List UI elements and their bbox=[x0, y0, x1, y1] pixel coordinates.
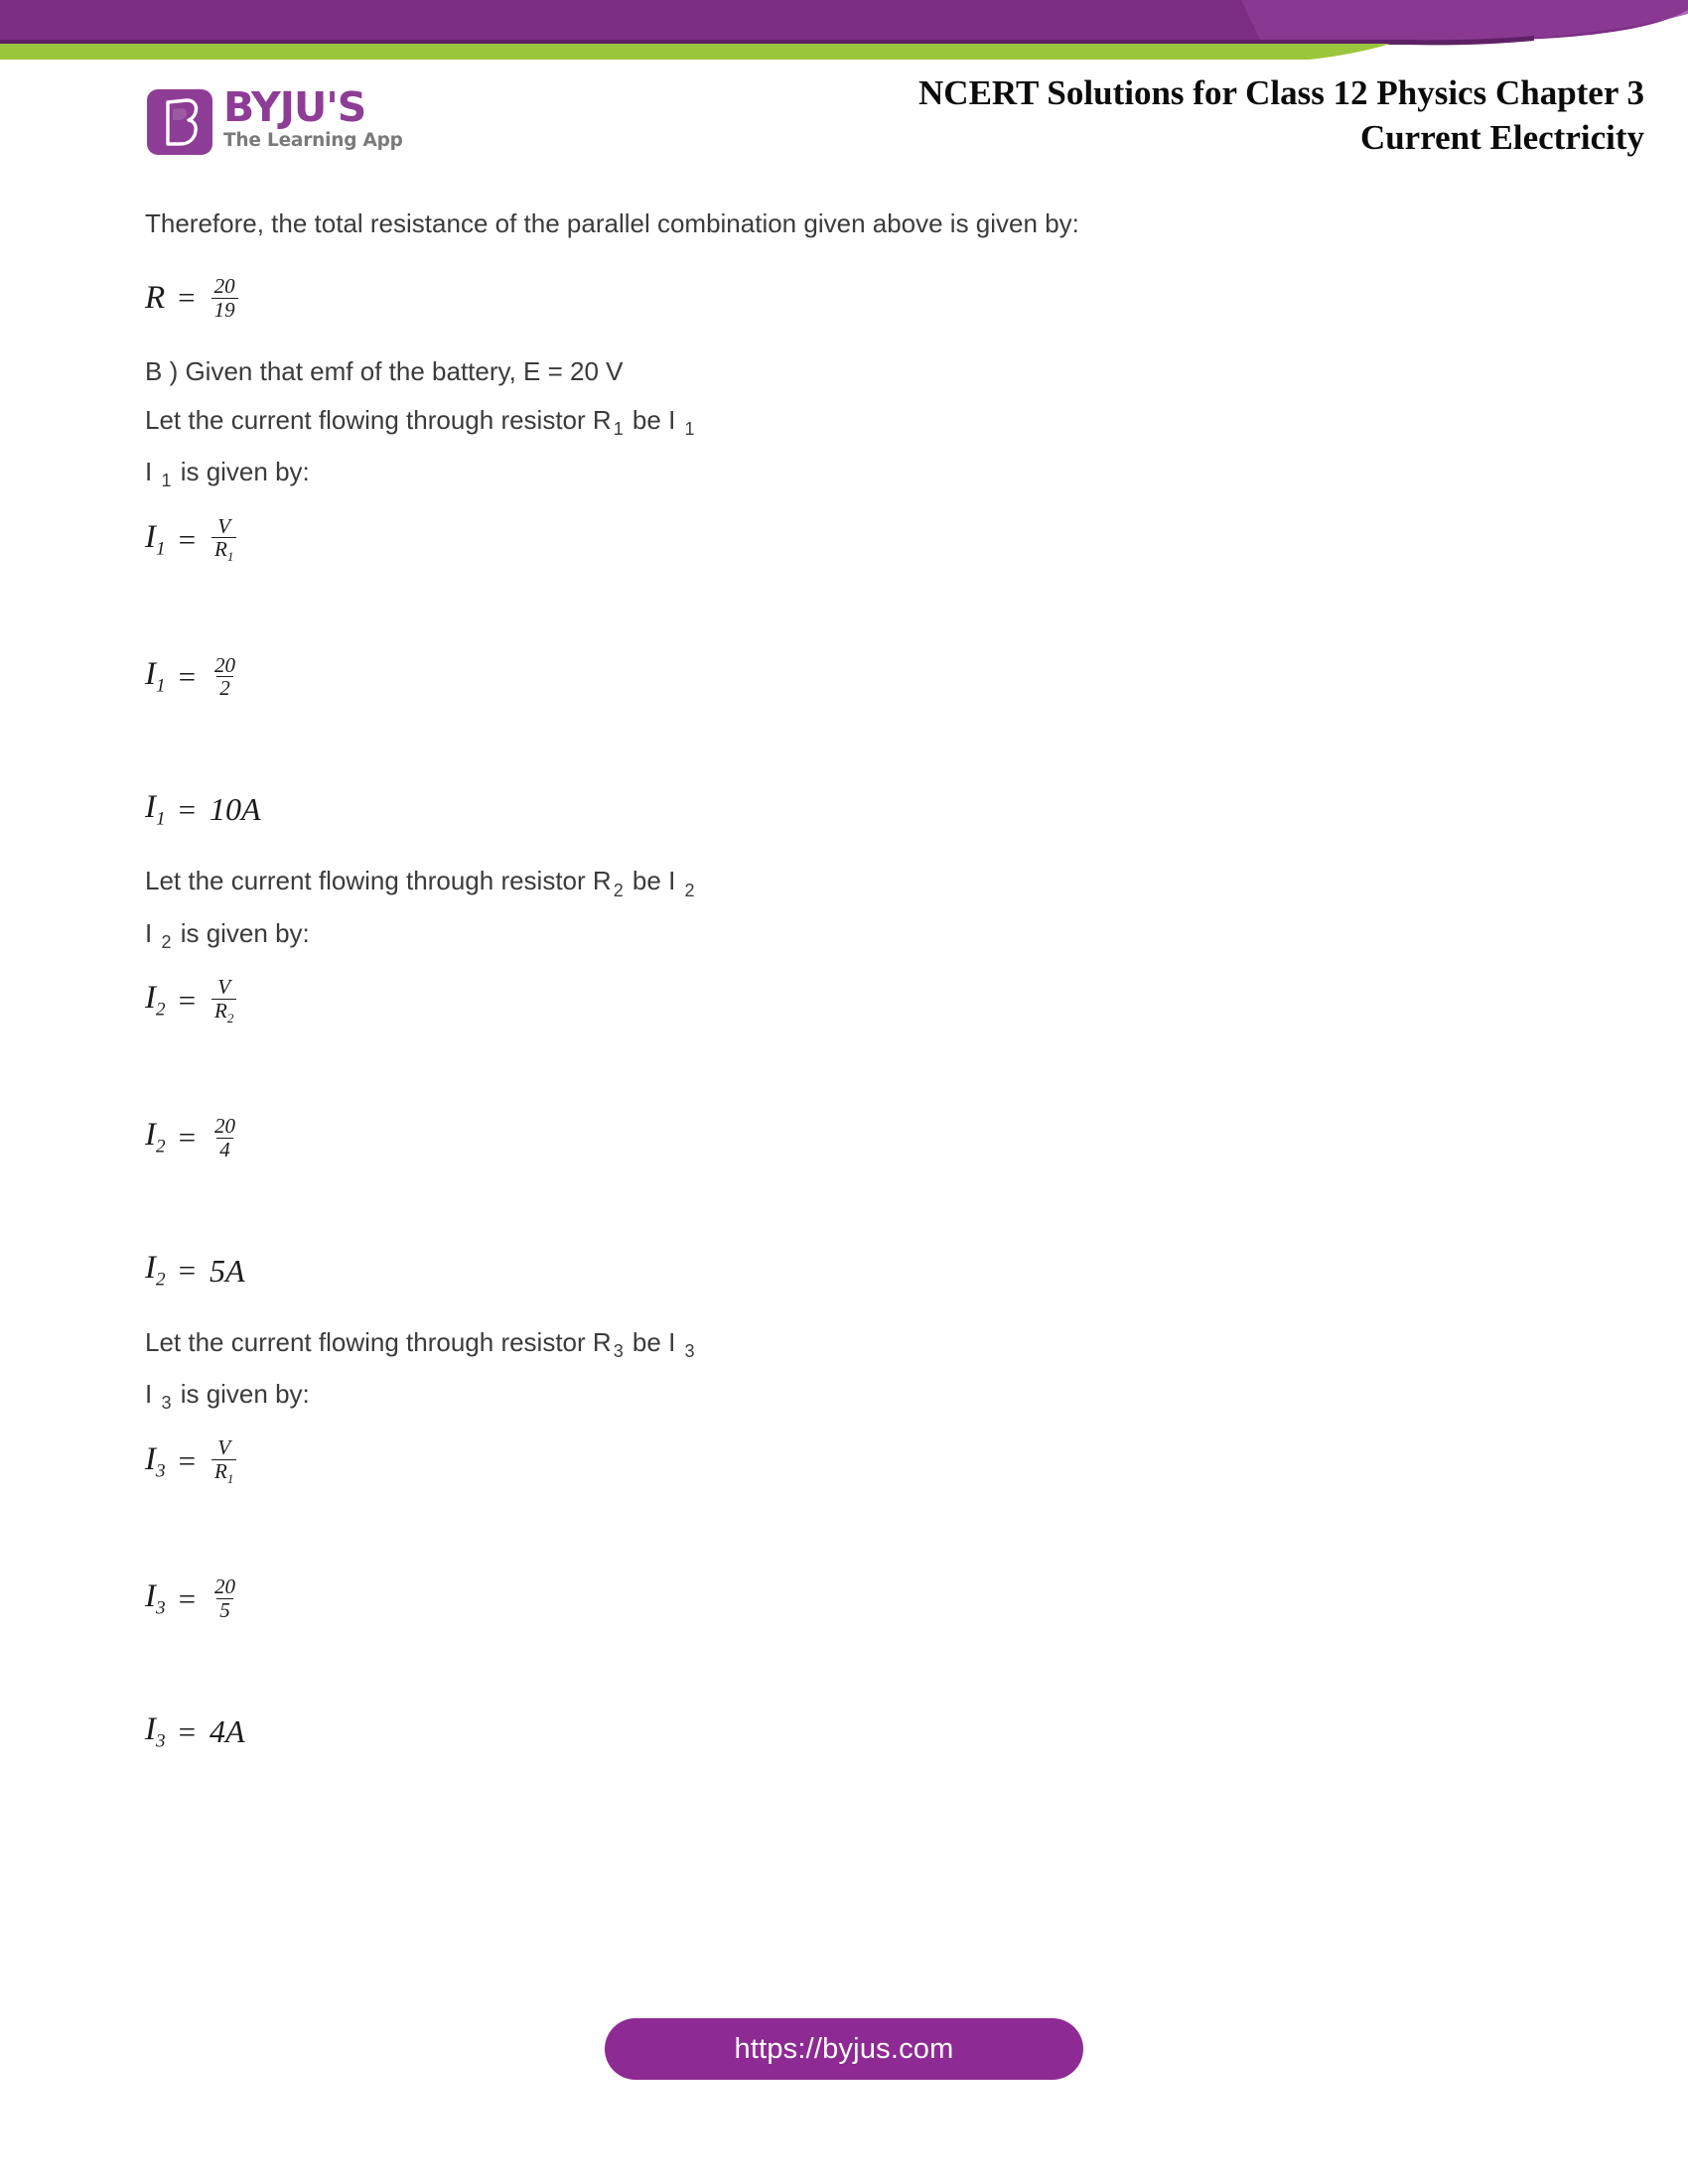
header-decoration bbox=[0, 0, 1688, 60]
eq-lhs: $I_2$ bbox=[145, 980, 166, 1021]
resistor-r1-statement bbox=[145, 403, 1555, 441]
fraction bbox=[211, 1575, 238, 1621]
i1-given-statement bbox=[145, 455, 1555, 492]
eq-value: 10A bbox=[210, 791, 261, 828]
fraction-numerator: 20 bbox=[213, 273, 235, 298]
fraction-denominator: 19 bbox=[211, 298, 238, 322]
byjus-logo-mark-icon bbox=[147, 89, 212, 155]
i3-subscript: 3 bbox=[684, 1341, 695, 1362]
resistor-r2-statement bbox=[145, 864, 1555, 901]
eq-lhs: $I_2$ bbox=[145, 1117, 166, 1158]
fraction-denominator: 4 bbox=[216, 1138, 233, 1161]
fraction-numerator: 20 bbox=[214, 1113, 236, 1138]
fraction bbox=[211, 1436, 236, 1486]
fraction-numerator: V bbox=[217, 975, 231, 1000]
eq-relation: = bbox=[178, 1443, 197, 1479]
fraction bbox=[211, 976, 236, 1025]
eq-relation: = bbox=[178, 280, 196, 315]
fraction bbox=[211, 515, 236, 565]
equation-i2-result bbox=[145, 1250, 1555, 1292]
eq-lhs: $I_3$ bbox=[145, 1440, 166, 1482]
eq-relation: = bbox=[178, 1120, 197, 1156]
fraction-numerator: 20 bbox=[214, 1574, 236, 1599]
eq-relation: = bbox=[178, 982, 197, 1018]
eq-lhs: $I_1$ bbox=[145, 655, 166, 697]
page-title-line-1: NCERT Solutions for Class 12 Physics Chapter 3 bbox=[918, 73, 1644, 112]
equation-total-resistance bbox=[145, 275, 1555, 321]
eq-relation: = bbox=[178, 1580, 197, 1616]
eq-relation: = bbox=[178, 791, 197, 827]
eq-value: 5A bbox=[210, 1252, 245, 1289]
fraction-denominator: $R_1$ bbox=[211, 537, 236, 564]
eq-relation: = bbox=[178, 521, 197, 557]
fraction bbox=[211, 654, 238, 700]
fraction-denominator: 5 bbox=[216, 1598, 233, 1622]
eq-lhs: $I_3$ bbox=[145, 1577, 166, 1619]
intro-paragraph: Therefore, the total resistance of the parallel combination given above is given by: bbox=[145, 208, 1079, 238]
r2-statement-mid: be I bbox=[625, 866, 683, 896]
byjus-website-link[interactable] bbox=[605, 2018, 1083, 2080]
fraction-numerator: 20 bbox=[214, 652, 236, 677]
eq-lhs: $I_1$ bbox=[145, 788, 166, 830]
i2-given-subscript: 2 bbox=[161, 931, 172, 952]
equation-i1-numeric bbox=[145, 654, 1555, 700]
byjus-website-label: https://byjus.com bbox=[734, 2032, 954, 2065]
page-title-line-2: Current Electricity bbox=[1359, 117, 1644, 157]
r3-statement-mid: be I bbox=[625, 1326, 683, 1357]
r1-subscript: 1 bbox=[613, 419, 624, 440]
r1-statement-mid: be I bbox=[625, 405, 683, 435]
fraction-denominator: 2 bbox=[216, 676, 233, 700]
eq-relation: = bbox=[178, 658, 197, 694]
i1-subscript: 1 bbox=[684, 419, 695, 440]
logo-wordmark: BYJU'S bbox=[223, 83, 366, 131]
equation-i3-symbolic bbox=[145, 1436, 1555, 1486]
r3-statement-prefix: Let the current flowing through resistor R bbox=[145, 1326, 612, 1357]
fraction-denominator: $R_2$ bbox=[211, 999, 236, 1025]
equation-i1-symbolic bbox=[145, 515, 1555, 565]
fraction-numerator: V bbox=[217, 1435, 231, 1460]
emf-statement: B ) Given that emf of the battery, E = 20 V bbox=[145, 356, 624, 387]
equation-i1-result bbox=[145, 789, 1555, 831]
i3-given-suffix: is given by: bbox=[173, 1379, 310, 1410]
resistor-r3-statement bbox=[145, 1325, 1555, 1363]
i1-given-subscript: 1 bbox=[161, 471, 172, 491]
eq-lhs: $I_2$ bbox=[145, 1250, 166, 1291]
i3-given-subscript: 3 bbox=[161, 1393, 172, 1414]
equation-i2-numeric bbox=[145, 1115, 1555, 1160]
i1-given-suffix: is given by: bbox=[173, 457, 310, 487]
equation-i2-symbolic bbox=[145, 976, 1555, 1025]
i1-given-prefix: I bbox=[145, 457, 160, 487]
r2-statement-prefix: Let the current flowing through resistor R bbox=[145, 866, 612, 896]
i3-given-statement bbox=[145, 1377, 1555, 1415]
logo-tagline: The Learning App bbox=[223, 130, 403, 152]
i2-given-statement bbox=[145, 916, 1555, 954]
document-content bbox=[145, 206, 1555, 1752]
page-title bbox=[671, 71, 1644, 161]
r3-subscript: 3 bbox=[613, 1341, 624, 1362]
equation-i3-result bbox=[145, 1711, 1555, 1753]
eq-value: 4A bbox=[210, 1713, 245, 1750]
byjus-logo bbox=[147, 83, 403, 155]
i2-given-suffix: is given by: bbox=[173, 917, 310, 948]
eq-lhs: $I_1$ bbox=[145, 518, 166, 560]
i2-subscript: 2 bbox=[684, 880, 695, 900]
r1-statement-prefix: Let the current flowing through resistor R bbox=[145, 405, 612, 435]
eq-relation: = bbox=[178, 1253, 197, 1289]
i2-given-prefix: I bbox=[145, 917, 160, 948]
fraction bbox=[211, 1115, 238, 1160]
fraction-denominator: $R_1$ bbox=[211, 1459, 236, 1486]
equation-i3-numeric bbox=[145, 1575, 1555, 1621]
eq-lhs: R bbox=[145, 279, 166, 316]
eq-relation: = bbox=[178, 1713, 197, 1749]
r2-subscript: 2 bbox=[613, 880, 624, 900]
eq-lhs: $I_3$ bbox=[145, 1710, 166, 1752]
fraction bbox=[211, 275, 238, 321]
fraction-numerator: V bbox=[217, 513, 231, 538]
i3-given-prefix: I bbox=[145, 1379, 160, 1410]
